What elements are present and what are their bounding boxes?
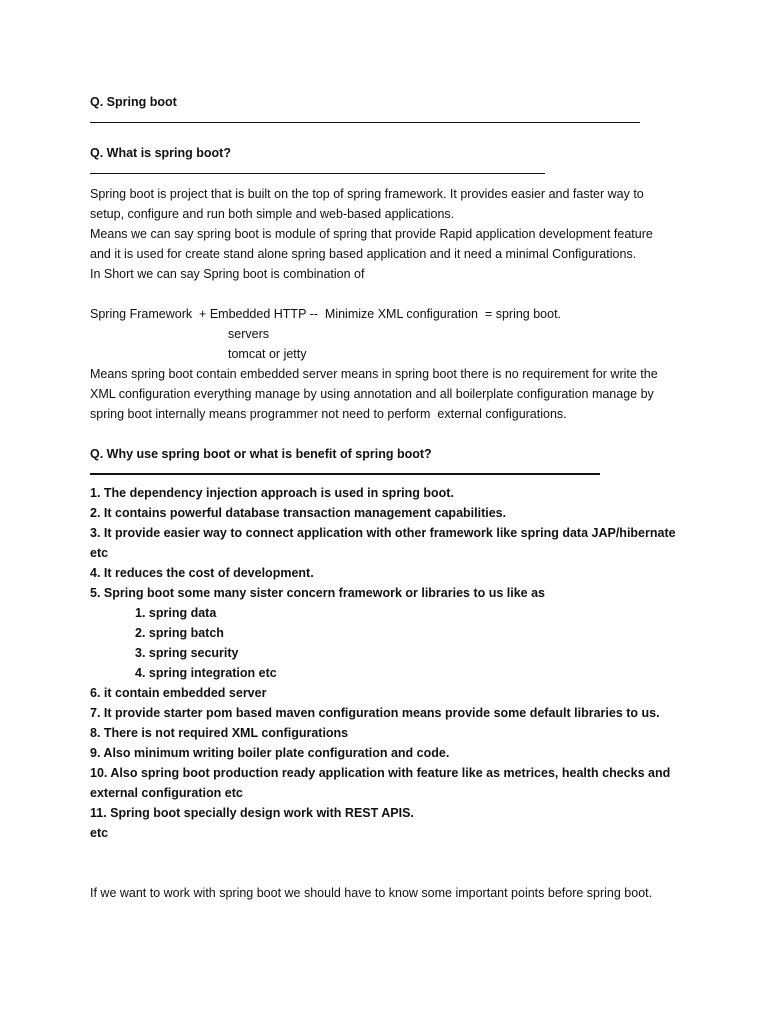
list-item: 11. Spring boot specially design work with REST APIS.	[90, 806, 414, 820]
text-line: Means spring boot contain embedded server means in spring boot there is no requirement for write the	[90, 367, 658, 381]
list-item: 9. Also minimum writing boiler plate configuration and code.	[90, 746, 450, 760]
list-item: 1. The dependency injection approach is used in spring boot.	[90, 486, 454, 500]
benefit-list	[90, 483, 690, 843]
heading-underline	[90, 121, 640, 123]
list-item: 6. it contain embedded server	[90, 686, 267, 700]
text-line: Means we can say spring boot is module of spring that provide Rapid application development feature	[90, 227, 653, 241]
question-what-is: Q. What is spring boot?	[90, 146, 231, 160]
formula-sub-tomcat: tomcat or jetty	[228, 347, 307, 361]
text-line: Spring boot is project that is built on the top of spring framework. It provides easier and faster way to	[90, 187, 644, 201]
question-what-is-underline	[90, 172, 545, 174]
list-item: 5. Spring boot some many sister concern framework or libraries to us like as	[90, 586, 546, 600]
list-item: 3. It provide easier way to connect application with other framework like spring data JAP/hibernate	[90, 526, 676, 540]
sub-list-item: 3. spring security	[135, 646, 239, 660]
question-why-use-underline	[90, 472, 600, 475]
list-item: etc	[90, 546, 109, 560]
text-line: XML configuration everything manage by using annotation and all boilerplate configuration manage by	[90, 387, 654, 401]
list-item: 10. Also spring boot production ready application with feature like as metrices, health checks and	[90, 766, 671, 780]
document-page	[90, 92, 690, 903]
list-item: external configuration etc	[90, 786, 243, 800]
formula-line: Spring Framework + Embedded HTTP -- Minimize XML configuration = spring boot.	[90, 307, 562, 321]
q1-paragraph-1	[90, 184, 690, 284]
list-item: 4. It reduces the cost of development.	[90, 566, 314, 580]
sub-list-item: 4. spring integration etc	[135, 666, 277, 680]
q1-paragraph-2	[90, 364, 690, 424]
sub-list-item: 1. spring data	[135, 606, 217, 620]
text-line: In Short we can say Spring boot is combination of	[90, 267, 365, 281]
text-line: and it is used for create stand alone spring based application and it need a minimal Configurations.	[90, 247, 637, 261]
formula-sub-servers: servers	[228, 327, 269, 341]
sub-list-item: 2. spring batch	[135, 626, 224, 640]
question-why-use: Q. Why use spring boot or what is benefit of spring boot?	[90, 447, 432, 461]
closing-text: If we want to work with spring boot we should have to know some important points before spring boot.	[90, 886, 653, 900]
text-line: setup, configure and run both simple and web-based applications.	[90, 207, 455, 221]
list-item: 7. It provide starter pom based maven configuration means provide some default libraries to us.	[90, 706, 660, 720]
list-item: 2. It contains powerful database transaction management capabilities.	[90, 506, 507, 520]
list-item: 8. There is not required XML configurations	[90, 726, 349, 740]
list-item: etc	[90, 826, 109, 840]
text-line: spring boot internally means programmer not need to perform external configurations.	[90, 407, 567, 421]
doc-heading: Q. Spring boot	[90, 95, 177, 109]
